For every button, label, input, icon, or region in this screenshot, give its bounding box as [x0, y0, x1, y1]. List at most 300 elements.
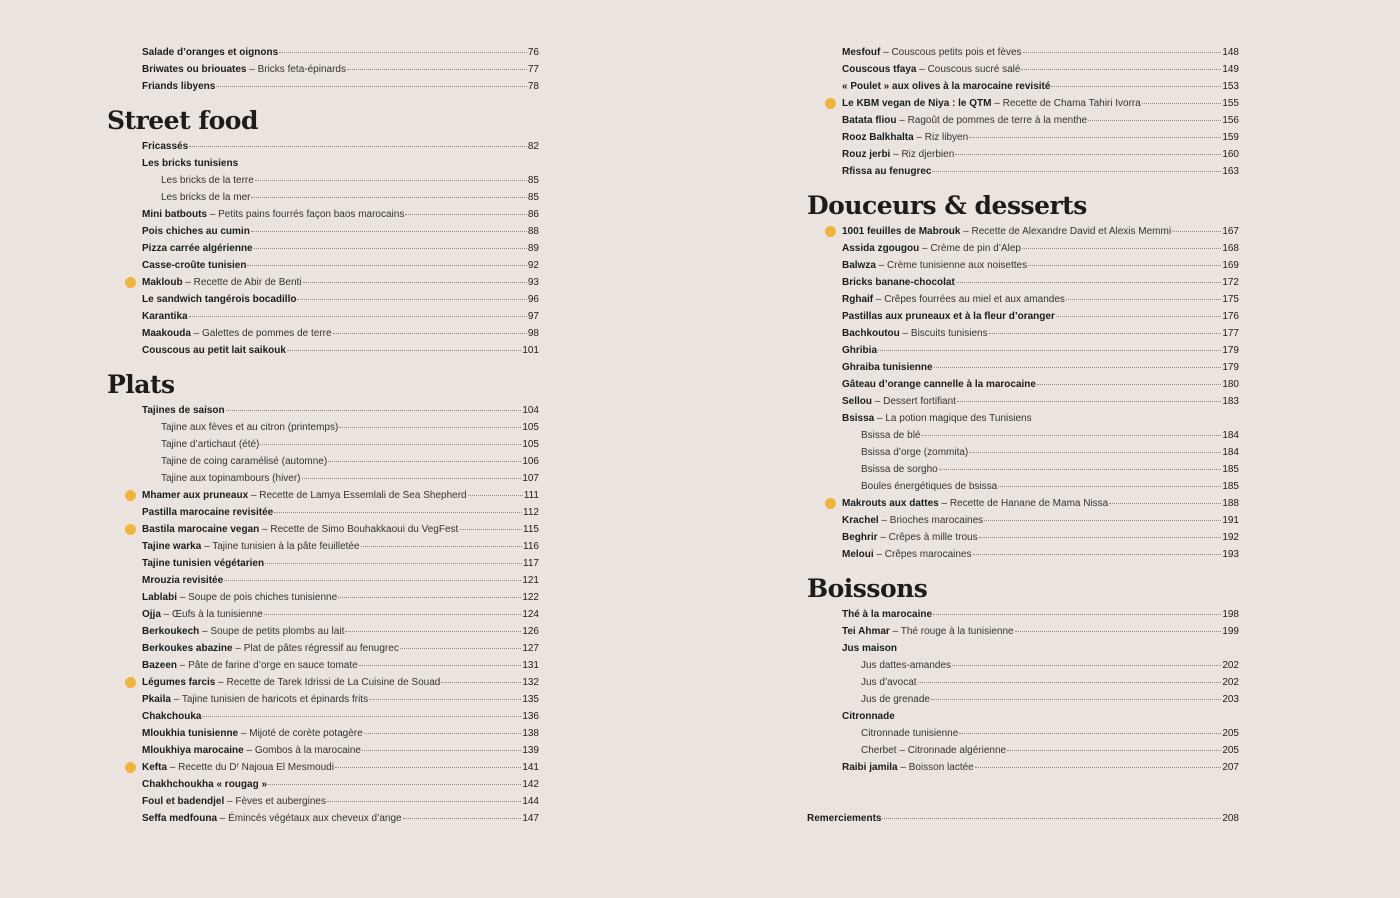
entry-title: Meloui [842, 549, 874, 560]
entry-title: Casse-croûte tunisien [142, 260, 247, 271]
toc-entry[interactable] [107, 572, 539, 589]
entry-title: Chakhchoukha « rougag » [142, 779, 268, 790]
toc-entry[interactable] [107, 725, 539, 742]
entry-subtitle: – Plat de pâtes régressif au fenugrec [232, 643, 399, 654]
page-number: 124 [522, 609, 539, 620]
toc-entry[interactable] [807, 461, 1239, 478]
entry-subtitle: – Soupe de pois chiches tunisienne [177, 592, 338, 603]
entry-subtitle: – Recette de Simo Bouhakkaoui du VegFest [259, 524, 459, 535]
dot-leader [933, 614, 1221, 615]
toc-entry[interactable] [107, 589, 539, 606]
toc-entry[interactable] [107, 308, 539, 325]
page-number: 116 [523, 541, 539, 552]
toc-entry[interactable] [807, 393, 1239, 410]
entry-subtitle: Jus de grenade [861, 694, 930, 705]
page-number: 127 [522, 643, 539, 654]
entry-subtitle: – Brioches marocaines [878, 515, 984, 526]
dot-leader [260, 444, 521, 445]
entry-subtitle: – Crêpes marocaines [873, 549, 972, 560]
entry-subtitle: Tajine de coing caramélisé (automne) [161, 456, 328, 467]
entry-subtitle: – Crêpes à mille trous [877, 532, 978, 543]
page-number: 107 [522, 473, 539, 484]
entry-title: Pois chiches au cumin [142, 226, 250, 237]
entry-title: Bsissa [842, 413, 875, 424]
toc-entry[interactable] [107, 623, 539, 640]
toc-entry[interactable] [807, 640, 1239, 657]
dot-leader [932, 171, 1221, 172]
toc-entry[interactable] [107, 691, 539, 708]
entry-title: Rfissa au fenugrec [842, 166, 932, 177]
page-number: 89 [527, 243, 539, 254]
dot-leader [328, 461, 521, 462]
toc-entry[interactable] [807, 512, 1239, 529]
dot-leader [1109, 503, 1221, 504]
page-number: 193 [1222, 549, 1239, 560]
toc-entry[interactable] [107, 172, 539, 189]
entry-title: Sellou [842, 396, 873, 407]
entry-subtitle: – Riz djerbien [890, 149, 955, 160]
dot-leader [984, 520, 1221, 521]
toc-entry[interactable] [807, 163, 1239, 180]
entry-subtitle: – Couscous sucré salé [916, 64, 1021, 75]
page-number: 149 [1222, 64, 1239, 75]
dot-leader [956, 282, 1222, 283]
dot-leader [369, 699, 521, 700]
entry-subtitle: – Recette de Alexandre David et Alexis Memmi [960, 226, 1172, 237]
toc-entry[interactable] [807, 274, 1239, 291]
toc-entry[interactable] [807, 623, 1239, 640]
toc-entry[interactable] [107, 793, 539, 810]
entry-title: Friands libyens [142, 81, 216, 92]
guest-recipe-dot-icon [825, 226, 836, 237]
toc-entry[interactable] [807, 146, 1239, 163]
page-number: 115 [523, 524, 539, 535]
entry-title: Bazeen [142, 660, 178, 671]
page-number: 177 [1222, 328, 1239, 339]
toc-entry[interactable] [107, 487, 539, 504]
entry-title: Pkaila [142, 694, 171, 705]
toc-entry[interactable] [807, 223, 1239, 240]
page-number: 202 [1222, 660, 1239, 671]
toc-entry[interactable] [807, 291, 1239, 308]
dot-leader [921, 435, 1221, 436]
dot-leader [364, 733, 522, 734]
entry-title: Rghaif [842, 294, 874, 305]
page-number: 205 [1222, 745, 1239, 756]
page-number: 82 [527, 141, 539, 152]
page-number: 88 [527, 226, 539, 237]
dot-leader [251, 231, 527, 232]
toc-entry[interactable] [107, 78, 539, 95]
entry-title: Mrouzia revisitée [142, 575, 224, 586]
toc-entry[interactable] [807, 495, 1239, 512]
dot-leader [1142, 103, 1221, 104]
page-number: 176 [1222, 311, 1239, 322]
page-number: 163 [1222, 166, 1239, 177]
toc-entry[interactable] [807, 342, 1239, 359]
toc-entry[interactable] [107, 742, 539, 759]
dot-leader [979, 537, 1222, 538]
toc-entry[interactable] [807, 325, 1239, 342]
page-number: 168 [1222, 243, 1239, 254]
page-number: 76 [527, 47, 539, 58]
page-number: 121 [522, 575, 539, 586]
entry-title: Thé à la marocaine [842, 609, 933, 620]
toc-entry[interactable] [107, 189, 539, 206]
page-number: 185 [1222, 481, 1239, 492]
entry-subtitle: – Gombos à la marocaine [243, 745, 361, 756]
toc-entry[interactable] [107, 555, 539, 572]
entry-title: Rooz Balkhalta [842, 132, 914, 143]
toc-entry[interactable] [807, 61, 1239, 78]
dot-leader [989, 333, 1222, 334]
dot-leader [957, 401, 1221, 402]
toc-entry[interactable] [807, 529, 1239, 546]
page-number: 153 [1222, 81, 1239, 92]
toc-entry[interactable] [807, 725, 1239, 742]
entry-subtitle: – Thé rouge à la tunisienne [889, 626, 1014, 637]
page-number: 138 [522, 728, 539, 739]
entry-title: Mesfouf [842, 47, 881, 58]
entry-title: Krachel [842, 515, 879, 526]
page-number: 98 [527, 328, 539, 339]
entry-title: « Poulet » aux olives à la marocaine revisité [842, 81, 1051, 92]
toc-entry[interactable] [107, 436, 539, 453]
entry-subtitle: – Mijoté de corète potagère [238, 728, 363, 739]
entry-subtitle: – Crêpes fourrées au miel et aux amandes [873, 294, 1065, 305]
entry-subtitle: – Riz libyen [913, 132, 969, 143]
toc-entry[interactable] [107, 470, 539, 487]
dot-leader [459, 529, 522, 530]
entry-title: Tajine warka [142, 541, 202, 552]
dot-leader [1051, 86, 1221, 87]
page-number: 86 [527, 209, 539, 220]
entry-title: Ojja [142, 609, 161, 620]
entry-title: Assida zgougou [842, 243, 920, 254]
entry-title: Mhamer aux pruneaux [142, 490, 249, 501]
entry-title: Tajine tunisien végétarien [142, 558, 265, 569]
toc-entry[interactable] [807, 691, 1239, 708]
entry-title: Bastila marocaine vegan [142, 524, 260, 535]
toc-entry[interactable] [107, 342, 539, 359]
page-number: 207 [1222, 762, 1239, 773]
dot-leader [359, 665, 522, 666]
toc-entry[interactable] [107, 504, 539, 521]
entry-title: Fricassés [142, 141, 189, 152]
section-heading-desserts: Douceurs & desserts [807, 191, 1087, 220]
dot-leader [189, 146, 527, 147]
dot-leader [247, 265, 526, 266]
entry-title: Ghraiba tunisienne [842, 362, 933, 373]
toc-entry[interactable] [807, 410, 1239, 427]
entry-subtitle: Cherbet – Citronnade algérienne [861, 745, 1007, 756]
toc-left-column [107, 44, 539, 827]
dot-leader [939, 469, 1222, 470]
page-number: 191 [1222, 515, 1239, 526]
toc-entry[interactable] [107, 521, 539, 538]
entry-subtitle: – Galettes de pommes de terre [190, 328, 332, 339]
dot-leader [216, 86, 527, 87]
guest-recipe-dot-icon [125, 524, 136, 535]
dot-leader [362, 750, 521, 751]
dot-leader [955, 154, 1221, 155]
page-number: 85 [527, 175, 539, 186]
page-number: 199 [1222, 626, 1239, 637]
entry-subtitle: – Bricks feta-épinards [246, 64, 346, 75]
entry-subtitle: – Tajine tunisien à la pâte feuilletée [201, 541, 360, 552]
entry-title: Karantika [142, 311, 188, 322]
page-number: 141 [522, 762, 539, 773]
toc-entry[interactable] [107, 291, 539, 308]
dot-leader [265, 563, 522, 564]
dot-leader [287, 350, 521, 351]
dot-leader [361, 546, 522, 547]
page-number: 77 [527, 64, 539, 75]
dot-leader [345, 631, 521, 632]
entry-title: Les bricks tunisiens [142, 158, 239, 169]
entry-title: Mini batbouts [142, 209, 207, 220]
entry-title: Légumes farcis [142, 677, 216, 688]
entry-subtitle: – Recette de Hanane de Mama Nissa [938, 498, 1109, 509]
entry-subtitle: – Dessert fortifiant [872, 396, 956, 407]
toc-entry[interactable] [107, 240, 539, 257]
page-number: 175 [1222, 294, 1239, 305]
entry-subtitle: – Recette de Tarek Idrissi de La Cuisine de Souad [215, 677, 441, 688]
page-number: 132 [522, 677, 539, 688]
entry-title: Balwza [842, 260, 876, 271]
toc-entry[interactable] [807, 759, 1239, 776]
page-number: 169 [1222, 260, 1239, 271]
entry-subtitle: Bsissa de sorgho [861, 464, 938, 475]
dot-leader [335, 767, 521, 768]
entry-subtitle: – Crème de pin d’Alep [919, 243, 1021, 254]
entry-title: Mloukhia tunisienne [142, 728, 239, 739]
toc-entry[interactable] [807, 810, 1239, 827]
entry-subtitle: Tajine aux fèves et au citron (printemps) [161, 422, 339, 433]
entry-title: Ghribia [842, 345, 878, 356]
toc-entry[interactable] [107, 61, 539, 78]
toc-entry[interactable] [107, 674, 539, 691]
toc-entry[interactable] [807, 478, 1239, 495]
entry-title: Maakouda [142, 328, 191, 339]
entry-title: Raibi jamila [842, 762, 898, 773]
dot-leader [1015, 631, 1222, 632]
entry-subtitle: – Recette de Chama Tahiri Ivorra [991, 98, 1141, 109]
entry-title: Batata fliou [842, 115, 897, 126]
toc-entry[interactable] [807, 376, 1239, 393]
page-number: 198 [1222, 609, 1239, 620]
toc-entry[interactable] [807, 78, 1239, 95]
page-number: 101 [522, 345, 539, 356]
entry-subtitle: – Pâte de farine d’orge en sauce tomate [177, 660, 358, 671]
entry-title: Bricks banane-chocolat [842, 277, 955, 288]
page-number: 183 [1222, 396, 1239, 407]
toc-entry[interactable] [807, 742, 1239, 759]
guest-recipe-dot-icon [125, 277, 136, 288]
toc-entry[interactable] [807, 606, 1239, 623]
entry-subtitle: Tajine d’artichaut (été) [161, 439, 260, 450]
dot-leader [327, 801, 521, 802]
dot-leader [403, 818, 522, 819]
entry-subtitle: – Recette de Abir de Benti [182, 277, 302, 288]
dot-leader [333, 333, 527, 334]
boissons-list [807, 606, 1239, 776]
toc-entry[interactable] [107, 776, 539, 793]
page-number: 131 [522, 660, 539, 671]
dot-leader [931, 699, 1221, 700]
entry-title: Seffa medfouna [142, 813, 218, 824]
toc-entry[interactable] [107, 453, 539, 470]
toc-entry[interactable] [807, 546, 1239, 563]
page-number: 136 [522, 711, 539, 722]
toc-entry[interactable] [807, 444, 1239, 461]
page-number: 78 [527, 81, 539, 92]
toc-entry[interactable] [807, 240, 1239, 257]
toc-entry[interactable] [807, 129, 1239, 146]
toc-entry[interactable] [107, 274, 539, 291]
entry-title: 1001 feuilles de Mabrouk [842, 226, 961, 237]
page-number: 179 [1222, 345, 1239, 356]
toc-entry[interactable] [107, 708, 539, 725]
entry-subtitle: Tajine aux topinambours (hiver) [161, 473, 301, 484]
page-number: 126 [522, 626, 539, 637]
page-number: 85 [527, 192, 539, 203]
entry-subtitle: – Petits pains fourrés façon baos marocains [207, 209, 405, 220]
dot-leader [975, 767, 1222, 768]
entry-subtitle: Les bricks de la mer [161, 192, 251, 203]
toc-entry[interactable] [807, 708, 1239, 725]
toc-entry[interactable] [807, 257, 1239, 274]
entry-title: Chakchouka [142, 711, 202, 722]
dot-leader [969, 452, 1221, 453]
entry-subtitle: Citronnade tunisienne [861, 728, 959, 739]
page-number: 184 [1222, 447, 1239, 458]
toc-entry[interactable] [807, 657, 1239, 674]
toc-entry[interactable] [107, 419, 539, 436]
page-number: 203 [1222, 694, 1239, 705]
page-number: 179 [1222, 362, 1239, 373]
page-number: 188 [1222, 498, 1239, 509]
page-number: 205 [1222, 728, 1239, 739]
dot-leader [1023, 52, 1222, 53]
page-number: 111 [523, 490, 539, 501]
page-number: 122 [522, 592, 539, 603]
toc-entry[interactable] [107, 44, 539, 61]
toc-entry[interactable] [107, 138, 539, 155]
toc-entry[interactable] [807, 95, 1239, 112]
dot-leader [254, 248, 527, 249]
toc-entry[interactable] [807, 427, 1239, 444]
dot-leader [1172, 231, 1221, 232]
page-number: 155 [1222, 98, 1239, 109]
page-number: 105 [522, 439, 539, 450]
dot-leader [1066, 299, 1221, 300]
toc-entry[interactable] [807, 44, 1239, 61]
dot-leader [338, 597, 521, 598]
guest-recipe-dot-icon [125, 490, 136, 501]
page-number: 202 [1222, 677, 1239, 688]
page-number: 106 [522, 456, 539, 467]
dot-leader [251, 197, 526, 198]
section-heading-plats: Plats [107, 370, 175, 399]
dot-leader [297, 299, 526, 300]
page-number: 172 [1222, 277, 1239, 288]
dot-leader [878, 350, 1221, 351]
entry-subtitle: – Émincés végétaux aux cheveux d’ange [217, 813, 402, 824]
entry-title: Le KBM vegan de Niya : le QTM [842, 98, 992, 109]
dot-leader [998, 486, 1221, 487]
dot-leader [1021, 69, 1221, 70]
entry-subtitle: – La potion magique des Tunisiens [874, 413, 1032, 424]
toc-entry[interactable] [107, 810, 539, 827]
toc-entry[interactable] [107, 606, 539, 623]
page-number: 167 [1222, 226, 1239, 237]
dot-leader [918, 682, 1222, 683]
toc-entry[interactable] [807, 359, 1239, 376]
entry-title: Tajines de saison [142, 405, 225, 416]
page-number: 139 [522, 745, 539, 756]
entry-title: Berkoukech [142, 626, 200, 637]
toc-entry[interactable] [107, 325, 539, 342]
page-number: 144 [522, 796, 539, 807]
street-food-list [107, 138, 539, 359]
entry-title: Couscous au petit lait saikouk [142, 345, 286, 356]
dot-leader [441, 682, 521, 683]
page-number: 180 [1222, 379, 1239, 390]
toc-entry[interactable] [107, 257, 539, 274]
toc-entry[interactable] [107, 402, 539, 419]
entry-subtitle: – Boisson lactée [897, 762, 974, 773]
toc-entry[interactable] [807, 674, 1239, 691]
toc-entry[interactable] [807, 112, 1239, 129]
entry-title: Makloub [142, 277, 183, 288]
entry-title: Pastillas aux pruneaux et à la fleur d’oranger [842, 311, 1055, 322]
entry-title: Briwates ou briouates [142, 64, 247, 75]
dot-leader [264, 614, 522, 615]
page-number: 96 [527, 294, 539, 305]
page-number: 208 [1222, 813, 1239, 824]
page-number: 135 [522, 694, 539, 705]
dot-leader [405, 214, 527, 215]
entry-subtitle: – Soupe de petits plombs au lait [199, 626, 345, 637]
dot-leader [1007, 750, 1221, 751]
page-number: 92 [527, 260, 539, 271]
entry-subtitle: Bsissa d’orge (zommita) [861, 447, 969, 458]
plats-list [107, 402, 539, 827]
toc-entry[interactable] [107, 759, 539, 776]
toc-entry[interactable] [807, 308, 1239, 325]
entry-title: Pastilla marocaine revisitée [142, 507, 274, 518]
dot-leader [226, 410, 522, 411]
page-number: 104 [522, 405, 539, 416]
entry-title: Couscous tfaya [842, 64, 917, 75]
page-number: 117 [523, 558, 539, 569]
entry-title: Foul et badendjel [142, 796, 225, 807]
toc-entry[interactable] [107, 155, 539, 172]
dot-leader [255, 180, 527, 181]
entry-title: Berkoukes abazine [142, 643, 233, 654]
section-heading-street-food: Street food [107, 106, 258, 135]
toc-entry[interactable] [107, 657, 539, 674]
toc-entry[interactable] [107, 640, 539, 657]
toc-entry[interactable] [107, 206, 539, 223]
toc-entry[interactable] [107, 538, 539, 555]
dot-leader [1022, 248, 1221, 249]
dot-leader [468, 495, 523, 496]
entry-title: Jus maison [842, 643, 898, 654]
toc-entry[interactable] [107, 223, 539, 240]
entry-subtitle: Bsissa de blé [861, 430, 921, 441]
